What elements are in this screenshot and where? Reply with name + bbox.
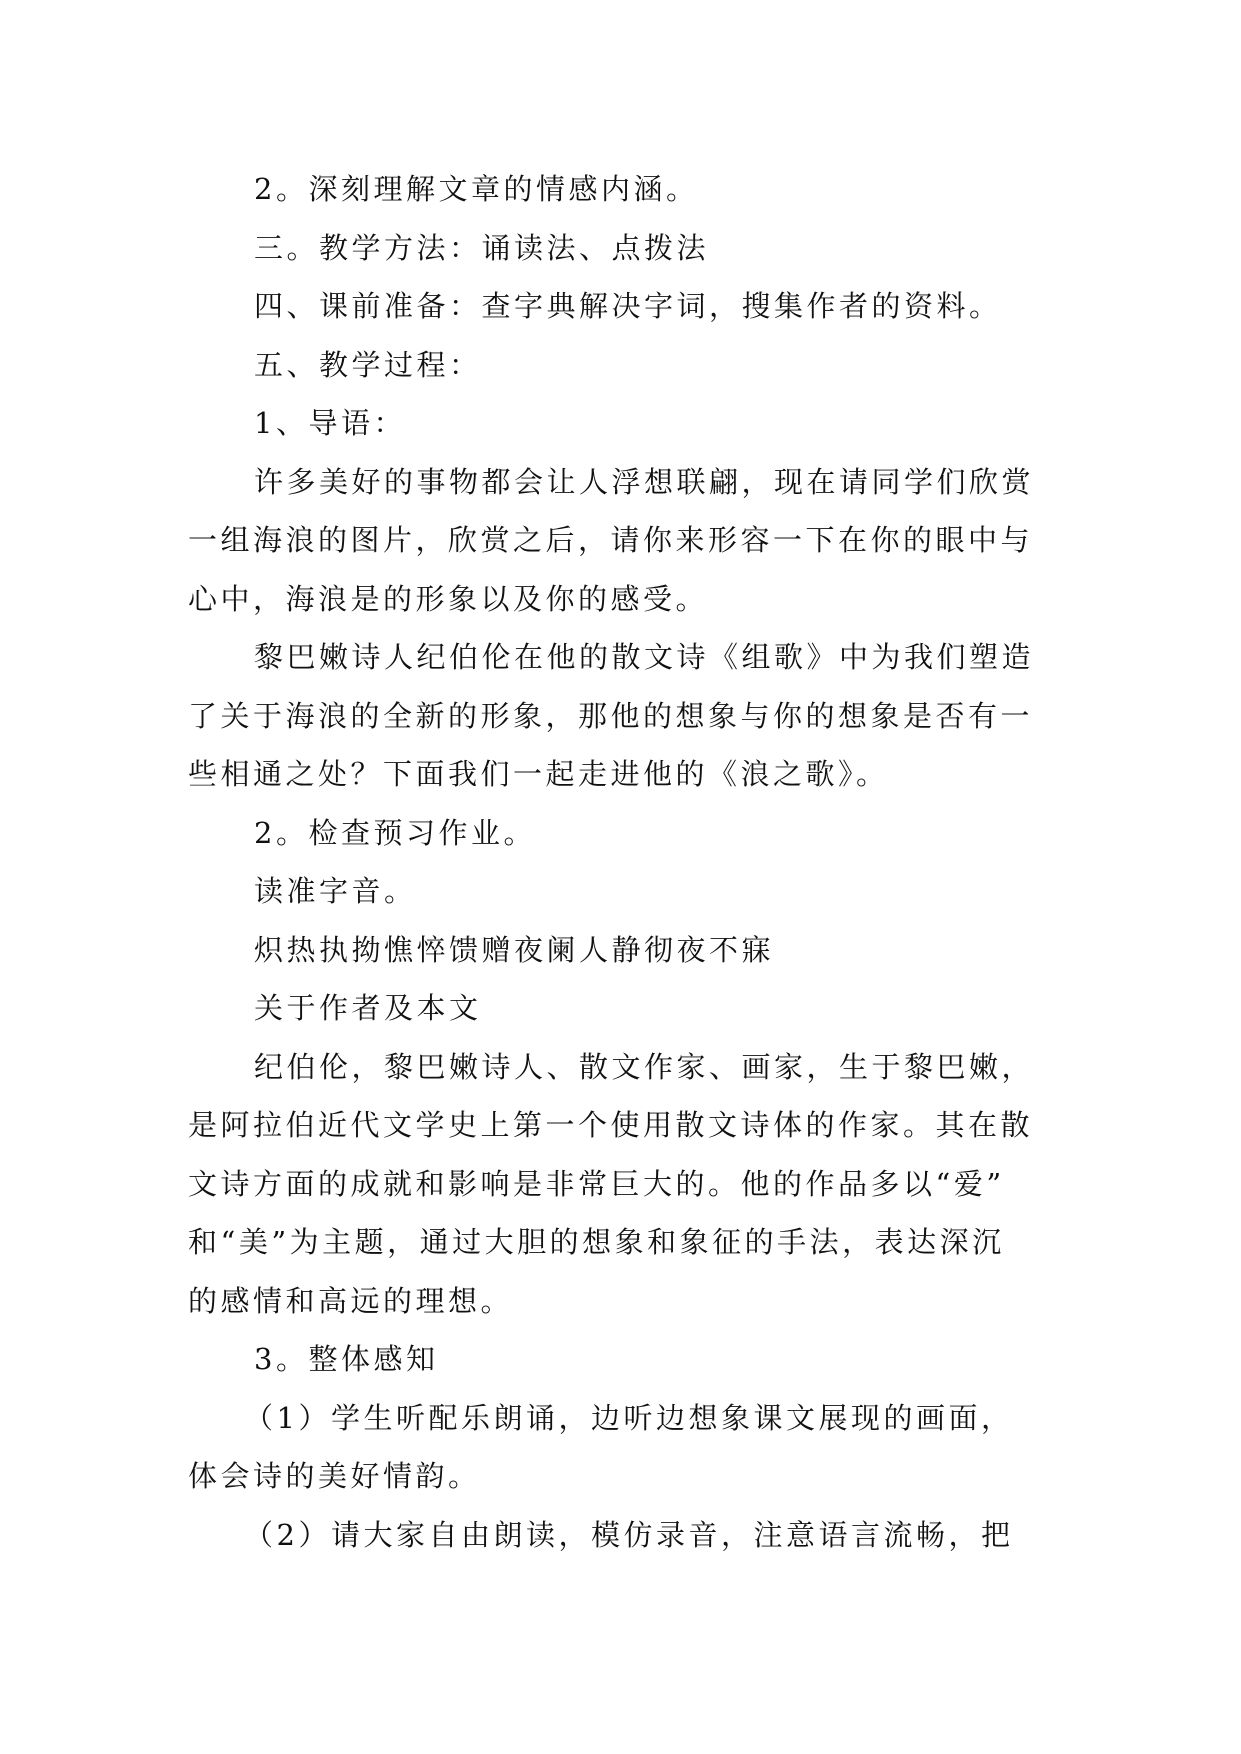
section-heading: 四、课前准备：查字典解决字词，搜集作者的资料。: [254, 289, 1002, 323]
paragraph-line: 纪伯伦，黎巴嫩诗人、散文作家、画家，生于黎巴嫩，: [254, 1049, 1035, 1084]
subsection-heading: 1、导语：: [254, 406, 406, 440]
subsection-heading: 2。检查预习作业。: [254, 815, 536, 850]
paragraph-line: 许多美好的事物都会让人浮想联翩，现在请同学们欣赏: [254, 464, 1035, 499]
section-heading: 五、教学过程：: [254, 347, 482, 382]
paragraph-line: 些相通之处？下面我们一起走进他的《浪之歌》。: [188, 757, 889, 791]
section-heading: 三。教学方法：诵读法、点拨法: [254, 230, 710, 265]
paragraph-line: 心中，海浪是的形象以及你的感受。: [188, 581, 709, 616]
document-body: [188, 160, 1078, 1564]
paragraph-line: 体会诗的美好情韵。: [188, 1459, 481, 1493]
paragraph-line: （2）请大家自由朗读，模仿录音，注意语言流畅，把: [244, 1517, 1014, 1552]
paragraph-line: 一组海浪的图片，欣赏之后，请你来形容一下在你的眼中与: [188, 523, 1034, 557]
paragraph-line: 了关于海浪的全新的形象，那他的想象与你的想象是否有一: [188, 698, 1034, 733]
paragraph-line: 和“美”为主题，通过大胆的想象和象征的手法，表达深沉: [188, 1225, 1005, 1259]
paragraph-line: 是阿拉伯近代文学史上第一个使用散文诗体的作家。其在散: [188, 1108, 1034, 1142]
paragraph-line: 读准字音。: [254, 874, 417, 908]
paragraph-line: 炽热执拗憔悴馈赠夜阑人静彻夜不寐: [254, 932, 775, 967]
paragraph-line: 关于作者及本文: [254, 991, 482, 1025]
paragraph-line: 的感情和高远的理想。: [188, 1283, 514, 1318]
subsection-heading: 3。整体感知: [254, 1342, 439, 1376]
paragraph-line: 黎巴嫩诗人纪伯伦在他的散文诗《组歌》中为我们塑造: [254, 640, 1035, 674]
paragraph-line: 文诗方面的成就和影响是非常巨大的。他的作品多以“爱”: [188, 1166, 1005, 1201]
paragraph-line: （1）学生听配乐朗诵，边听边想象课文展现的画面，: [244, 1400, 1014, 1435]
paragraph-line: 2。深刻理解文章的情感内涵。: [254, 172, 699, 206]
